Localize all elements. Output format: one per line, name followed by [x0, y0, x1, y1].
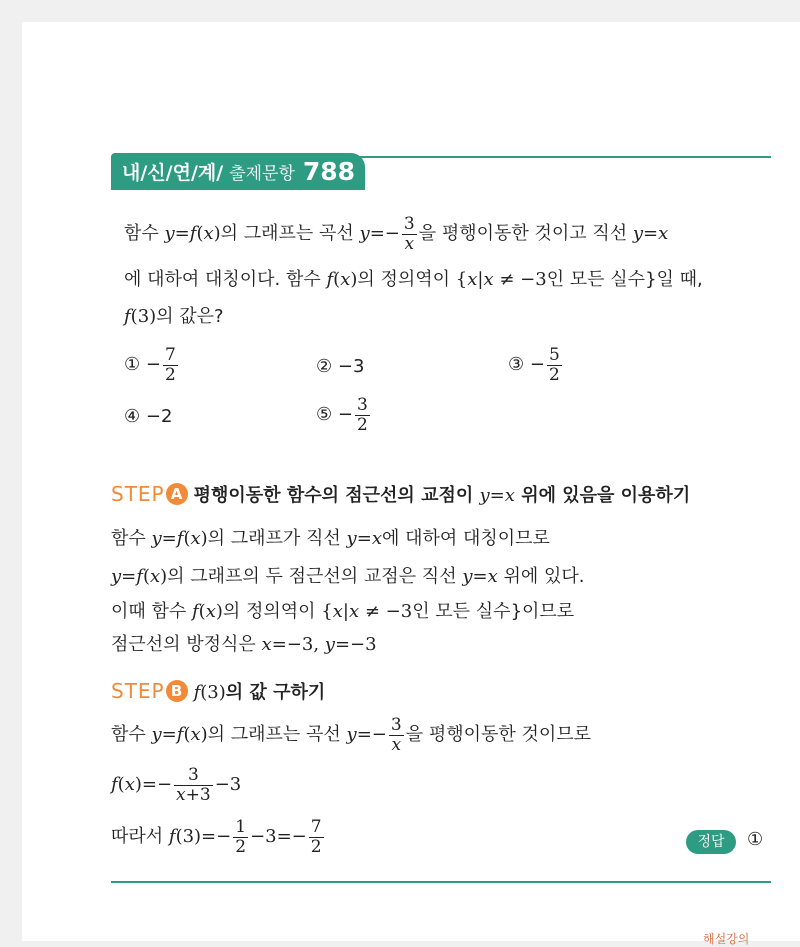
step-a-line-4: 점근선의 방정식은 x=−3, y=−3	[111, 634, 377, 655]
step-b-line-2: f(x)=− $\frac{3}{x+3}$ −3	[111, 765, 242, 805]
bottom-rule	[111, 881, 771, 883]
text: 함수	[111, 528, 152, 549]
step-b-line-1: 함수 y=f(x)의 그래프는 곡선 y=− $\frac{3}{x}$ 을 평행이동한 것이므로	[111, 715, 592, 755]
problem-line-1: 함수 y=f(x)의 그래프는 곡선 y=− $\frac{3}{x}$ 을 평행이동한 것이고 직선 y=x	[124, 214, 669, 254]
step-a-heading: STEP A 평행이동한 함수의 점근선의 교점이 y=x 위에 있음을 이용하기	[111, 482, 691, 506]
step-b-line-3: 따라서 f(3)=− $\frac{1}{2}$ −3=− $\frac{7}{2}$	[111, 817, 322, 857]
choice-3[interactable]: ③ − $\frac{5}{2}$	[508, 345, 560, 385]
text: 위에 있다.	[497, 566, 585, 587]
step-tag: STEP	[111, 679, 165, 703]
problem-label: 출제문항	[229, 164, 295, 184]
step-tag: STEP	[111, 482, 165, 506]
text: 의 그래프의 두 점근선의 교점은 직선	[167, 566, 463, 587]
choice-5[interactable]: ⑤ − $\frac{3}{2}$	[316, 395, 368, 435]
step-a-line-1: 함수 y=f(x)의 그래프가 직선 y=x에 대하여 대칭이므로	[111, 528, 550, 549]
step-letter-badge: A	[166, 483, 188, 505]
text: 의 그래프가 직선	[207, 528, 347, 549]
step-title: 위에 있음을 이용하기	[514, 485, 691, 506]
series-label: 내/신/연/계/	[122, 162, 224, 184]
choice-1[interactable]: ① − $\frac{7}{2}$	[124, 345, 176, 385]
fraction: $\frac{3}{x}$	[403, 214, 415, 254]
fraction: $\frac{7}{2}$	[310, 817, 322, 857]
step-b-heading: STEP B f(3)의 값 구하기	[111, 679, 326, 703]
answer-badge: 정답	[686, 830, 736, 854]
text: 의 정의역이	[222, 601, 322, 622]
choice-label: ② −3	[316, 356, 365, 377]
choice-label: ④ −2	[124, 406, 173, 427]
fraction: $\frac{3}{x+3}$	[176, 765, 211, 805]
choice-label: ① −	[124, 354, 161, 376]
text: 인 모든 실수}이므로	[412, 601, 575, 622]
step-letter-badge: B	[166, 680, 188, 702]
text: 점근선의 방정식은	[111, 634, 262, 655]
fraction: $\frac{3}{x}$	[390, 715, 402, 755]
text: 인 모든 실수}일 때,	[546, 269, 703, 290]
text: 의 그래프는 곡선	[207, 724, 347, 746]
choice-4[interactable]	[124, 406, 172, 427]
text: 의 그래프는 곡선	[220, 223, 360, 245]
text: 의 정의역이	[357, 269, 456, 290]
answer-value: ①	[747, 829, 764, 850]
corner-label: 해설강의	[703, 932, 750, 946]
choice-2[interactable]	[316, 356, 364, 377]
text: 이때 함수	[111, 601, 192, 622]
problem-line-2: 에 대하여 대칭이다. 함수 f(x)의 정의역이 {x|x ≠ −3인 모든 실수}일 때,	[124, 269, 703, 290]
text: 따라서	[111, 826, 169, 848]
problem-number: 788	[302, 157, 356, 186]
text: 함수	[124, 223, 165, 245]
step-title: 의 값 구하기	[225, 682, 326, 703]
choice-label: ③ −	[508, 354, 545, 376]
step-a-line-3: 이때 함수 f(x)의 정의역이 {x|x ≠ −3인 모든 실수}이므로	[111, 601, 575, 622]
fraction: $\frac{1}{2}$	[235, 817, 247, 857]
text: 에 대하여 대칭이므로	[381, 528, 550, 549]
math-expr: y	[164, 223, 175, 245]
step-title: 평행이동한 함수의 점근선의 교점이	[193, 485, 480, 506]
text: 을 평행이동한 것이므로	[405, 724, 592, 746]
text: 을 평행이동한 것이고 직선	[418, 223, 633, 245]
problem-line-3: f(3)의 값은?	[124, 306, 224, 327]
text: 의 값은?	[156, 306, 224, 327]
problem-badge	[111, 153, 365, 190]
text: 함수	[111, 724, 152, 746]
step-a-line-2: y=f(x)의 그래프의 두 점근선의 교점은 직선 y=x 위에 있다.	[111, 566, 585, 587]
choice-label: ⑤ −	[316, 404, 353, 426]
text: 에 대하여 대칭이다. 함수	[124, 269, 327, 290]
